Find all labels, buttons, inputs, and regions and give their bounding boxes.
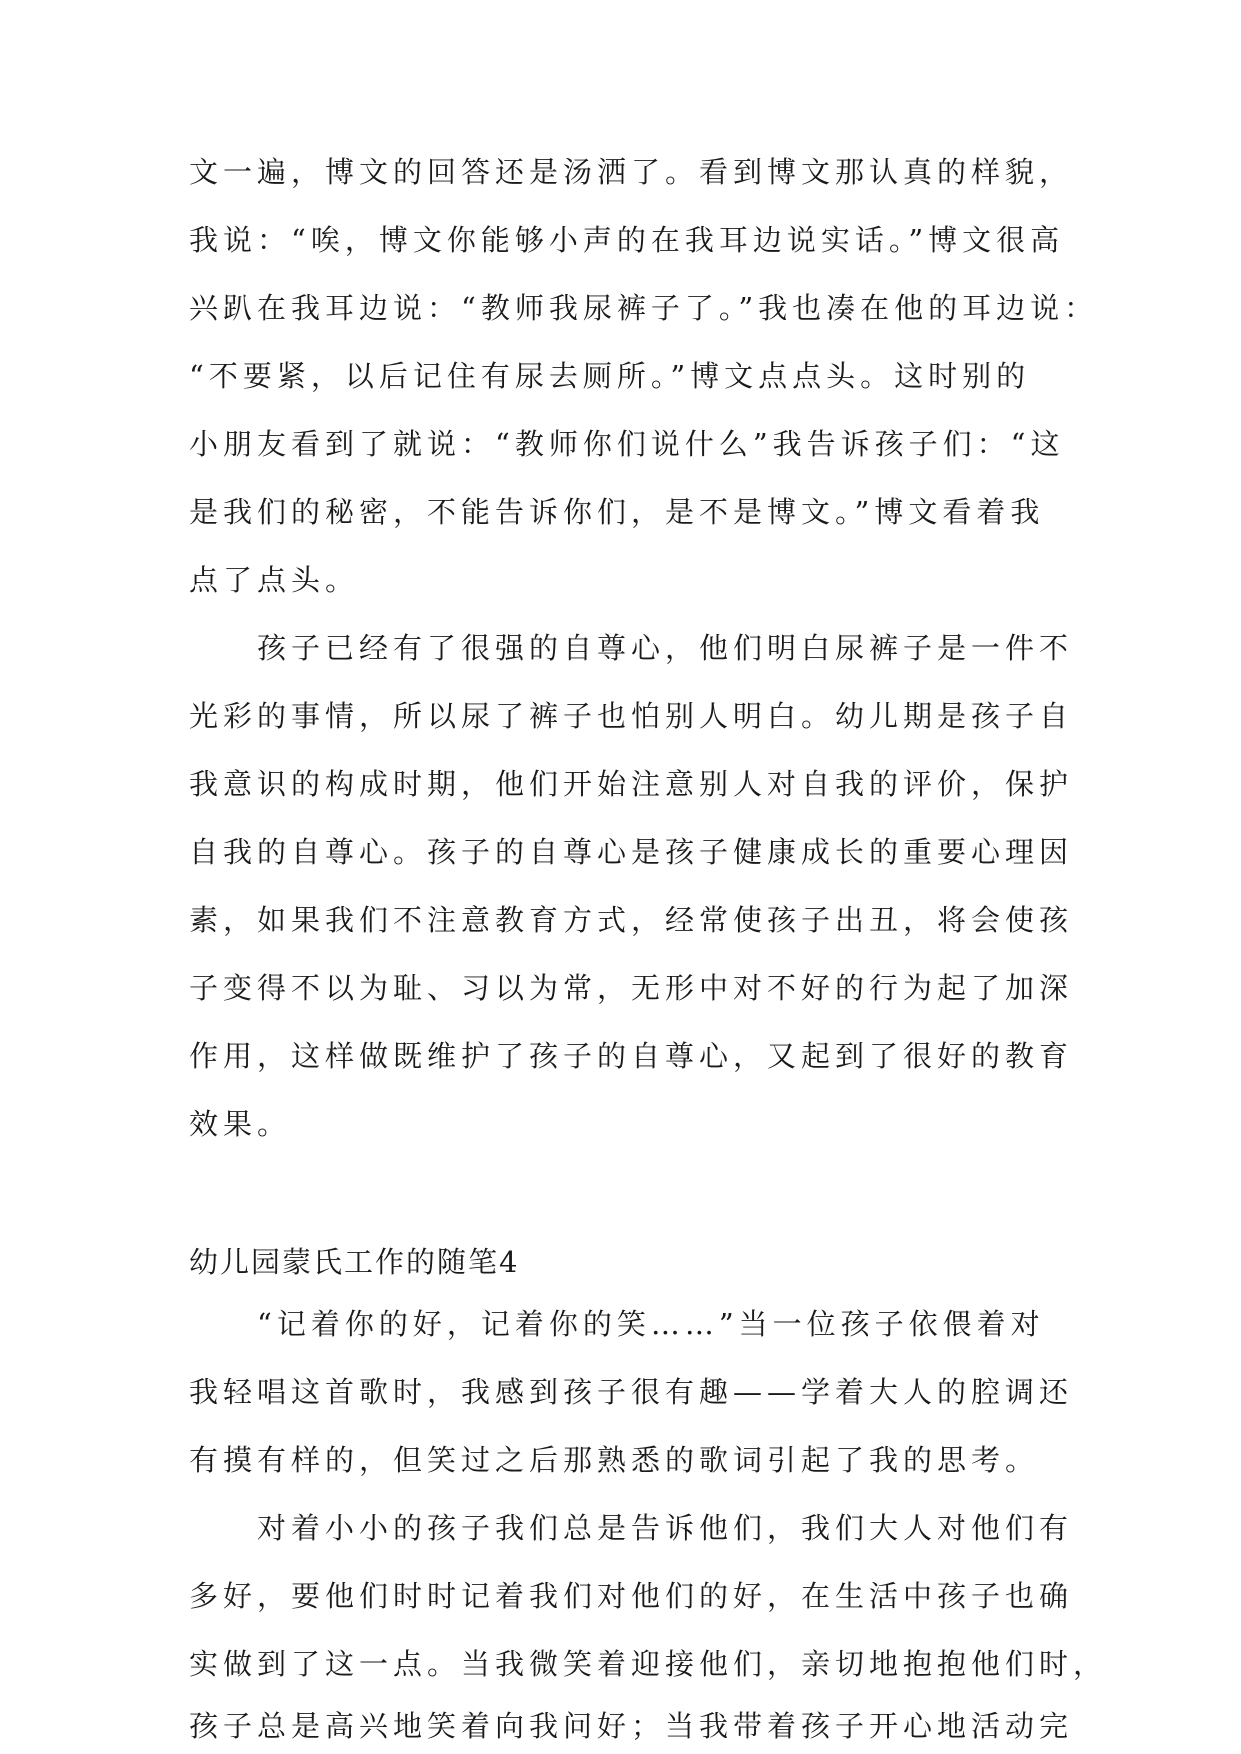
text-line: 有摸有样的，但笑过之后那熟悉的歌词引起了我的思考。 [189, 1443, 1040, 1477]
text-line: “记着你的好，记着你的笑……”当一位孩子依偎着对 [189, 1307, 1045, 1341]
text-line: 文一遍，博文的回答还是汤洒了。看到博文那认真的样貌， [189, 155, 1074, 189]
text-line: 我说：“唉，博文你能够小声的在我耳边说实话。”博文很高 [189, 223, 1065, 257]
text-line: 孩子总是高兴地笑着向我问好；当我带着孩子开心地活动完 [189, 1709, 1074, 1743]
text-line: 光彩的事情，所以尿了裤子也怕别人明白。幼儿期是孩子自 [189, 699, 1074, 733]
text-line: 自我的自尊心。孩子的自尊心是孩子健康成长的重要心理因 [189, 835, 1074, 869]
text-line: 多好，要他们时时记着我们对他们的好，在生活中孩子也确 [189, 1579, 1074, 1613]
text-line: 对着小小的孩子我们总是告诉他们，我们大人对他们有 [189, 1511, 1074, 1545]
text-line: 点了点头。 [189, 563, 360, 597]
text-line: 是我们的秘密，不能告诉你们，是不是博文。”博文看着我 [189, 495, 1045, 529]
text-line: 我轻唱这首歌时，我感到孩子很有趣——学着大人的腔调还 [189, 1375, 1074, 1409]
text-line: 素，如果我们不注意教育方式，经常使孩子出丑，将会使孩 [189, 903, 1074, 937]
text-line: 兴趴在我耳边说：“教师我尿裤子了。”我也凑在他的耳边说： [189, 291, 1099, 325]
text-line: 效果。 [189, 1107, 292, 1141]
text-line: 作用，这样做既维护了孩子的自尊心，又起到了很好的教育 [189, 1039, 1074, 1073]
text-line: “不要紧，以后记住有尿去厕所。”博文点点头。这时别的 [189, 359, 1031, 393]
text-line: 子变得不以为耻、习以为常，无形中对不好的行为起了加深 [189, 971, 1074, 1005]
text-line: 我意识的构成时期，他们开始注意别人对自我的评价，保护 [189, 767, 1074, 801]
text-line: 实做到了这一点。当我微笑着迎接他们，亲切地抱抱他们时， [189, 1647, 1108, 1681]
text-line: 小朋友看到了就说：“教师你们说什么”我告诉孩子们：“这 [189, 427, 1065, 461]
section-heading: 幼儿园蒙氏工作的随笔4 [189, 1245, 520, 1279]
text-line: 孩子已经有了很强的自尊心，他们明白尿裤子是一件不 [189, 631, 1074, 665]
